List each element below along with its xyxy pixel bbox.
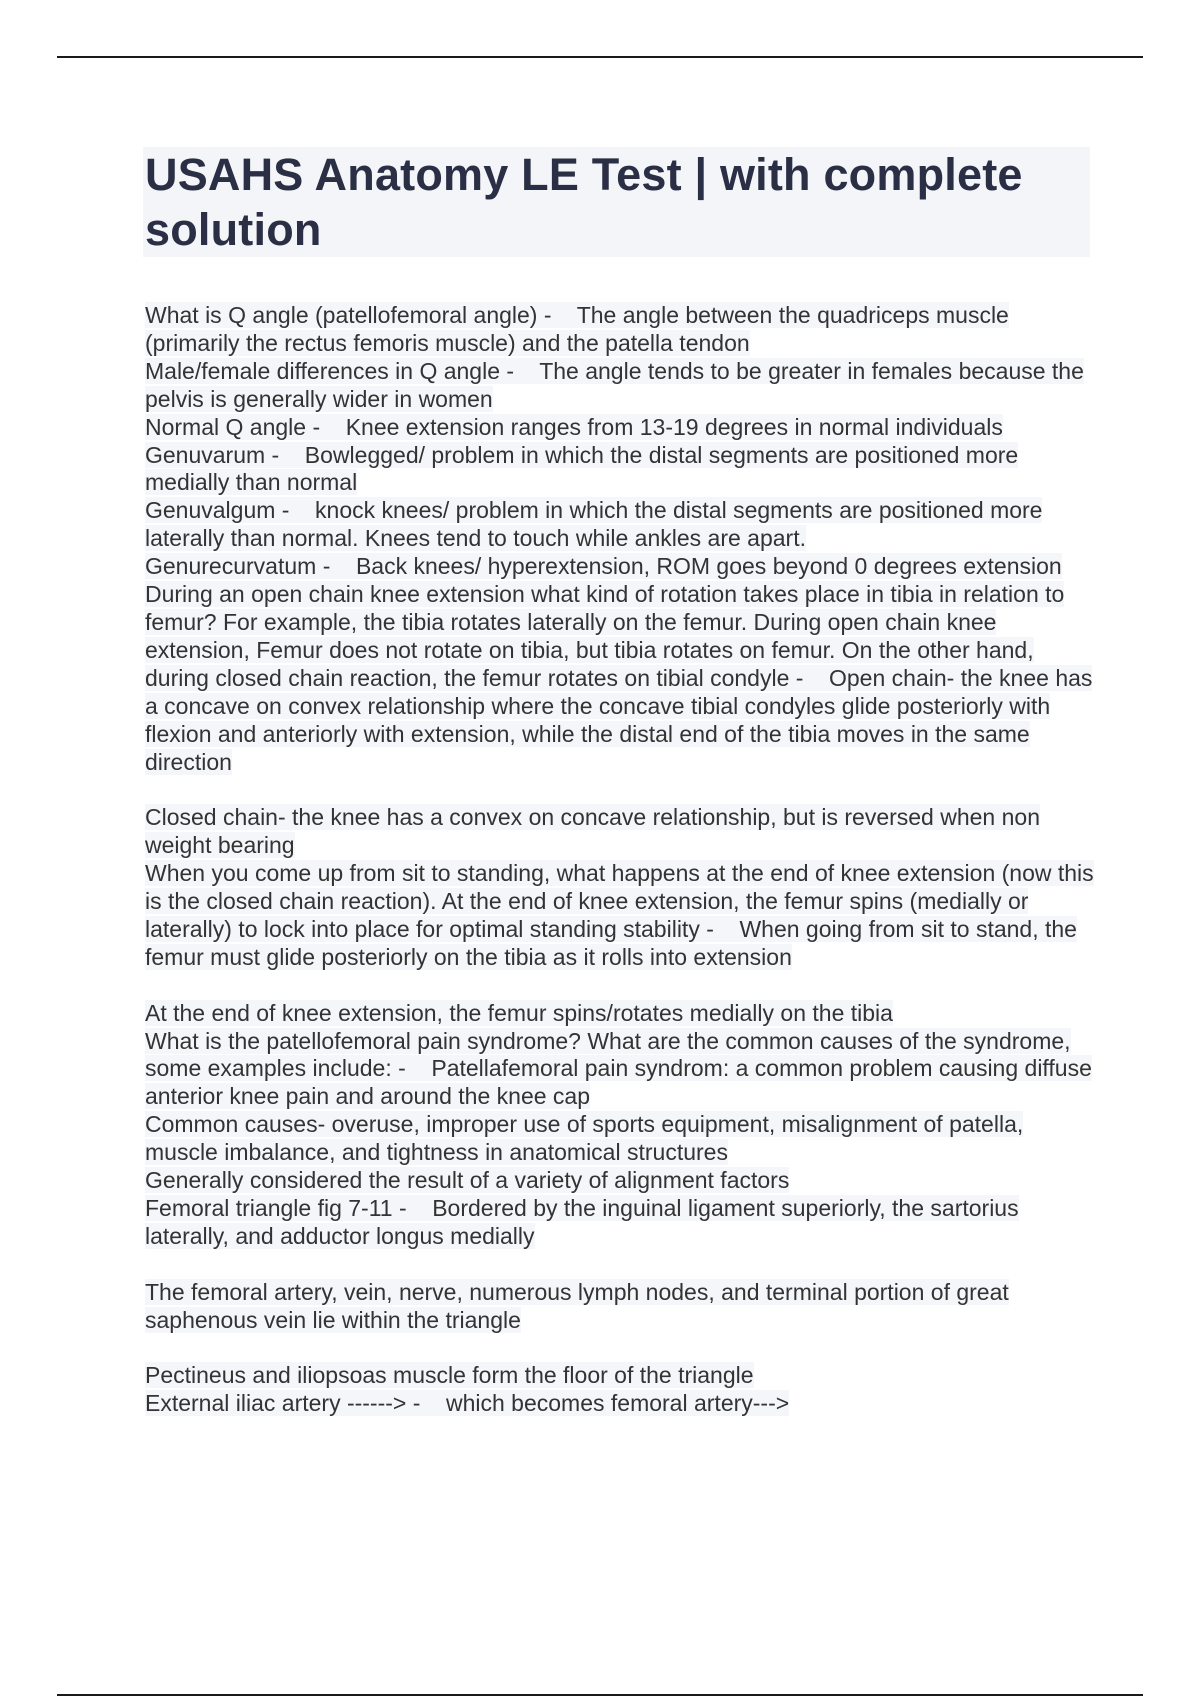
title-block xyxy=(143,147,1090,257)
question-text: Femoral triangle fig 7-11 xyxy=(145,1194,393,1221)
question-text: Normal Q angle xyxy=(145,413,307,440)
answer-text: Pectineus and iliopsoas muscle form the floor of the triangle xyxy=(145,1362,754,1389)
question-text: What is Q angle (patellofemoral angle) xyxy=(145,302,538,328)
answer-text: At the end of knee extension, the femur spins/rotates medially on the tibia xyxy=(145,999,893,1026)
separator: - xyxy=(275,497,316,524)
question-text: External iliac artery ------> xyxy=(145,1390,407,1417)
qa-entry xyxy=(145,1195,1095,1251)
answer-text: Knee extension ranges from 13-19 degrees in normal individuals xyxy=(345,413,1003,440)
answer-continuation xyxy=(145,1279,1095,1335)
answer-text: Open chain- the knee has a concave on convex relationship where the concave tibial condyles glide posteriorly with flexion and anteriorly with extension, while the distal end of the tibia moves in the same direction xyxy=(145,664,1093,775)
answer-text: Back knees/ hyperextension, ROM goes beyond 0 degrees extension xyxy=(355,553,1062,580)
separator: - xyxy=(392,1194,433,1221)
question-text: Genuvarum xyxy=(145,441,266,468)
question-text: During an open chain knee extension what kind of rotation takes place in tibia in relation to femur? For example, the tibia rotates laterally on the femur. During open chain knee extension, Femur does not rotate on tibia, but tibia rotates on femur. On the other hand, during closed chain reaction, the femur rotates on tibial condyle xyxy=(145,581,1065,691)
answer-text: The angle between the quadriceps muscle (primarily the rectus femoris muscle) and the patella tendon xyxy=(145,302,1009,356)
separator: - xyxy=(391,1055,432,1082)
separator: - xyxy=(699,915,740,942)
separator: - xyxy=(306,413,346,440)
qa-entry xyxy=(145,553,1095,581)
qa-entry xyxy=(145,497,1095,553)
answer-continuation xyxy=(145,1167,1095,1195)
answer-text: Generally considered the result of a variety of alignment factors xyxy=(145,1167,790,1194)
answer-continuation xyxy=(145,1111,1095,1167)
answer-text: When going from sit to stand, the femur must glide posteriorly on the tibia as it rolls into extension xyxy=(145,915,1077,970)
qa-entry xyxy=(145,581,1095,776)
document-body xyxy=(145,302,1095,1418)
paragraph-gap xyxy=(145,1334,1095,1362)
answer-text: knock knees/ problem in which the distal segments are positioned more laterally than normal. Knees tend to touch while ankles are apart. xyxy=(145,497,1043,552)
qa-entry xyxy=(145,442,1095,498)
answer-continuation xyxy=(145,1000,1095,1028)
question-text: What is the patellofemoral pain syndrome? What are the common causes of the syndrome, some examples include: xyxy=(145,1027,1071,1082)
answer-continuation xyxy=(145,804,1095,860)
answer-text: Closed chain- the knee has a convex on concave relationship, but is reversed when non weight bearing xyxy=(145,804,1040,859)
separator: - xyxy=(500,357,540,384)
paragraph-gap xyxy=(145,972,1095,1000)
bottom-rule xyxy=(57,1694,1143,1696)
answer-text: Bowlegged/ problem in which the distal segments are positioned more medially than normal xyxy=(145,441,1019,496)
separator: - xyxy=(316,553,356,580)
separator: - xyxy=(406,1390,446,1417)
answer-text: Bordered by the inguinal ligament superiorly, the sartorius laterally, and adductor longus medially xyxy=(145,1194,1019,1249)
answer-text: Common causes- overuse, improper use of sports equipment, misalignment of patella, muscle imbalance, and tightness in anatomical structures xyxy=(145,1111,1024,1166)
paragraph-gap xyxy=(145,776,1095,804)
qa-entry xyxy=(145,414,1095,442)
answer-text: The angle tends to be greater in females because the pelvis is generally wider in women xyxy=(145,357,1084,412)
question-text: Male/female differences in Q angle xyxy=(145,357,500,384)
question-text: Genuvalgum xyxy=(145,497,276,524)
qa-entry xyxy=(145,1028,1095,1112)
question-text: Genurecurvatum xyxy=(145,553,317,580)
qa-entry xyxy=(145,358,1095,414)
separator: - xyxy=(265,441,305,468)
answer-continuation xyxy=(145,1362,1095,1390)
top-rule xyxy=(57,56,1143,58)
separator: - xyxy=(537,302,577,328)
qa-entry xyxy=(145,302,1095,358)
answer-text: which becomes femoral artery---> xyxy=(445,1390,790,1417)
answer-text: The femoral artery, vein, nerve, numerous lymph nodes, and terminal portion of great saphenous vein lie within the triangle xyxy=(145,1278,1009,1333)
question-text: When you come up from sit to standing, what happens at the end of knee extension (now this is the closed chain reaction). At the end of knee extension, the femur spins (medially or laterally) to lock into place for optimal standing stability xyxy=(145,860,1094,942)
answer-text: Patellafemoral pain syndrom: a common problem causing diffuse anterior knee pain and around the knee cap xyxy=(145,1055,1092,1110)
document-title: USAHS Anatomy LE Test | with complete solution xyxy=(145,149,1023,255)
qa-entry xyxy=(145,860,1095,972)
separator: - xyxy=(789,664,829,691)
paragraph-gap xyxy=(145,1251,1095,1279)
qa-entry xyxy=(145,1390,1095,1418)
